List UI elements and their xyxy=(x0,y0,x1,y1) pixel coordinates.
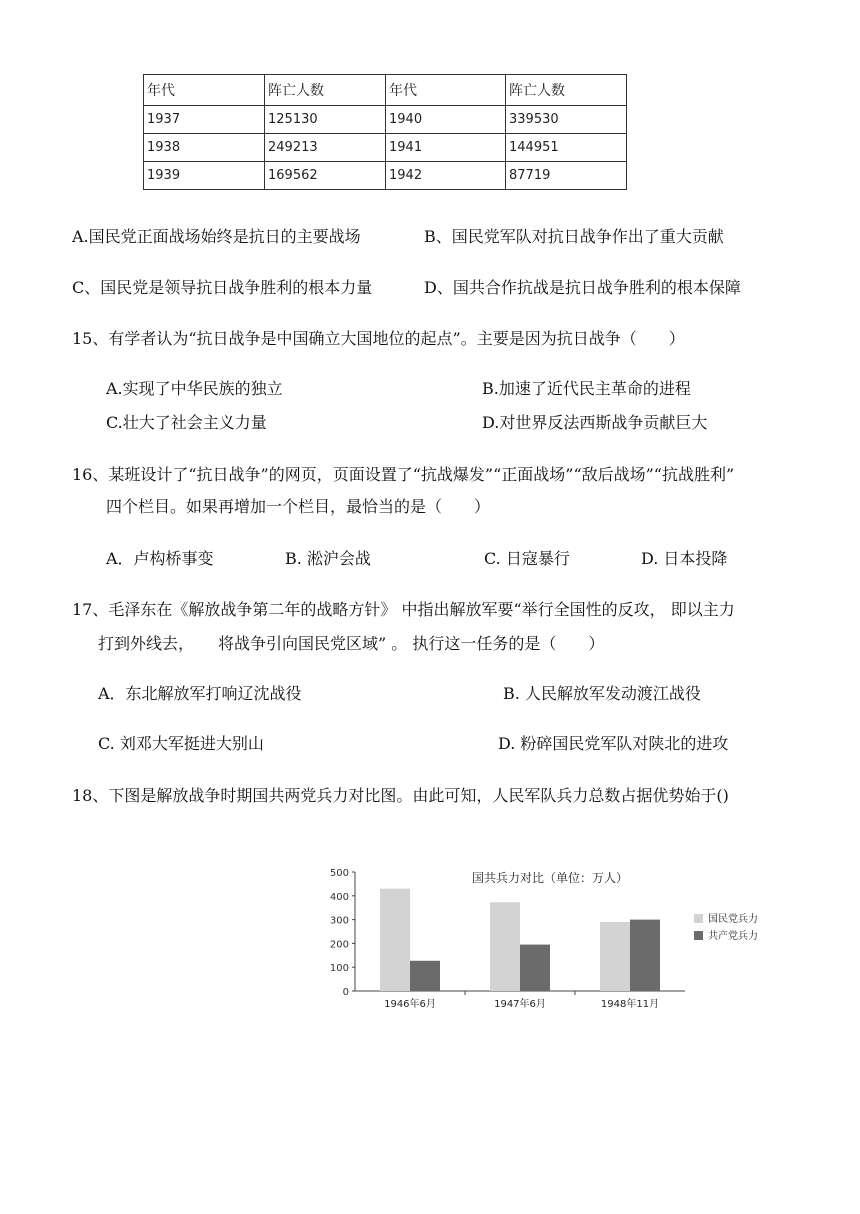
table-header-cell: 年代 xyxy=(144,75,265,106)
force-comparison-chart xyxy=(310,860,790,1010)
bar-cpc xyxy=(520,945,550,991)
q16-option-d: D. 日本投降 xyxy=(641,549,728,568)
x-tick-label: 1948年11月 xyxy=(600,999,660,1010)
table-cell: 1940 xyxy=(386,106,506,134)
q18-stem: 18、下图是解放战争时期国共两党兵力对比图。由此可知，人民军队兵力总数占据优势始于() xyxy=(72,786,729,805)
x-tick-label: 1947年6月 xyxy=(494,999,546,1010)
table-header-row xyxy=(144,75,627,106)
q14-option-b: B、国民党军队对抗日战争作出了重大贡献 xyxy=(424,227,724,246)
table-cell: 1939 xyxy=(144,162,265,190)
table-cell: 1937 xyxy=(144,106,265,134)
y-tick-label: 500 xyxy=(329,868,349,879)
q16-option-b: B. 淞沪会战 xyxy=(285,549,371,568)
table-cell: 144951 xyxy=(506,134,627,162)
y-tick-label: 0 xyxy=(342,987,349,998)
casualty-table xyxy=(143,74,627,190)
chart-svg xyxy=(310,860,790,1010)
q14-option-d: D、国共合作抗战是抗日战争胜利的根本保障 xyxy=(424,278,741,297)
q17-option-b: B. 人民解放军发动渡江战役 xyxy=(503,684,701,703)
legend-swatch xyxy=(694,931,703,940)
bar-kmt xyxy=(490,902,520,991)
table-header-cell: 阵亡人数 xyxy=(506,75,627,106)
legend-swatch xyxy=(694,914,703,923)
table-cell: 249213 xyxy=(265,134,386,162)
bar-kmt xyxy=(600,922,630,991)
legend-label: 国民党兵力 xyxy=(708,914,758,925)
table-cell: 1941 xyxy=(386,134,506,162)
table-cell: 1938 xyxy=(144,134,265,162)
q16-stem-line1: 16、某班设计了“抗日战争”的网页，页面设置了“抗战爆发”“正面战场”“敌后战场”“抗战胜利” xyxy=(72,465,735,484)
q14-option-a: A.国民党正面战场始终是抗日的主要战场 xyxy=(72,227,361,246)
table-cell: 87719 xyxy=(506,162,627,190)
table-header-cell: 阵亡人数 xyxy=(265,75,386,106)
table-cell: 169562 xyxy=(265,162,386,190)
y-tick-label: 300 xyxy=(329,915,349,927)
table-row xyxy=(144,106,627,134)
q15-option-d: D.对世界反法西斯战争贡献巨大 xyxy=(482,413,708,432)
table-cell: 1942 xyxy=(386,162,506,190)
table-cell: 125130 xyxy=(265,106,386,134)
bar-cpc xyxy=(410,961,440,991)
y-tick-label: 400 xyxy=(329,891,349,903)
table-row xyxy=(144,134,627,162)
chart-title: 国共兵力对比（单位：万人） xyxy=(471,871,629,885)
q15-option-c: C.壮大了社会主义力量 xyxy=(106,413,267,432)
bar-cpc xyxy=(630,920,660,991)
y-tick-label: 100 xyxy=(329,963,349,975)
q17-option-d: D. 粉碎国民党军队对陕北的进攻 xyxy=(498,734,729,753)
q16-option-a: A．卢构桥事变 xyxy=(106,549,214,568)
q15-option-a: A.实现了中华民族的独立 xyxy=(106,379,283,398)
q17-stem-line1: 17、毛泽东在《解放战争第二年的战略方针》 中指出解放军要“举行全国性的反攻， 即以主力 xyxy=(72,600,735,619)
x-tick-label: 1946年6月 xyxy=(384,999,436,1010)
table-cell: 339530 xyxy=(506,106,627,134)
q14-option-c: C、国民党是领导抗日战争胜利的根本力量 xyxy=(72,278,373,297)
q17-stem-line2: 打到外线去， 将战争引向国民党区域” 。 执行这一任务的是（ ） xyxy=(98,634,605,653)
q16-option-c: C. 日寇暴行 xyxy=(484,549,570,568)
table-row xyxy=(144,162,627,190)
q17-option-a: A．东北解放军打响辽沈战役 xyxy=(98,684,302,703)
q17-option-c: C. 刘邓大军挺进大别山 xyxy=(98,734,264,753)
bar-kmt xyxy=(380,889,410,991)
legend-label: 共产党兵力 xyxy=(708,931,758,942)
q15-option-b: B.加速了近代民主革命的进程 xyxy=(482,379,691,398)
y-tick-label: 200 xyxy=(329,939,349,951)
table-header-cell: 年代 xyxy=(386,75,506,106)
q15-stem: 15、有学者认为“抗日战争是中国确立大国地位的起点”。主要是因为抗日战争（ ） xyxy=(72,329,685,348)
q16-stem-line2: 四个栏目。如果再增加一个栏目，最恰当的是（ ） xyxy=(106,497,491,516)
